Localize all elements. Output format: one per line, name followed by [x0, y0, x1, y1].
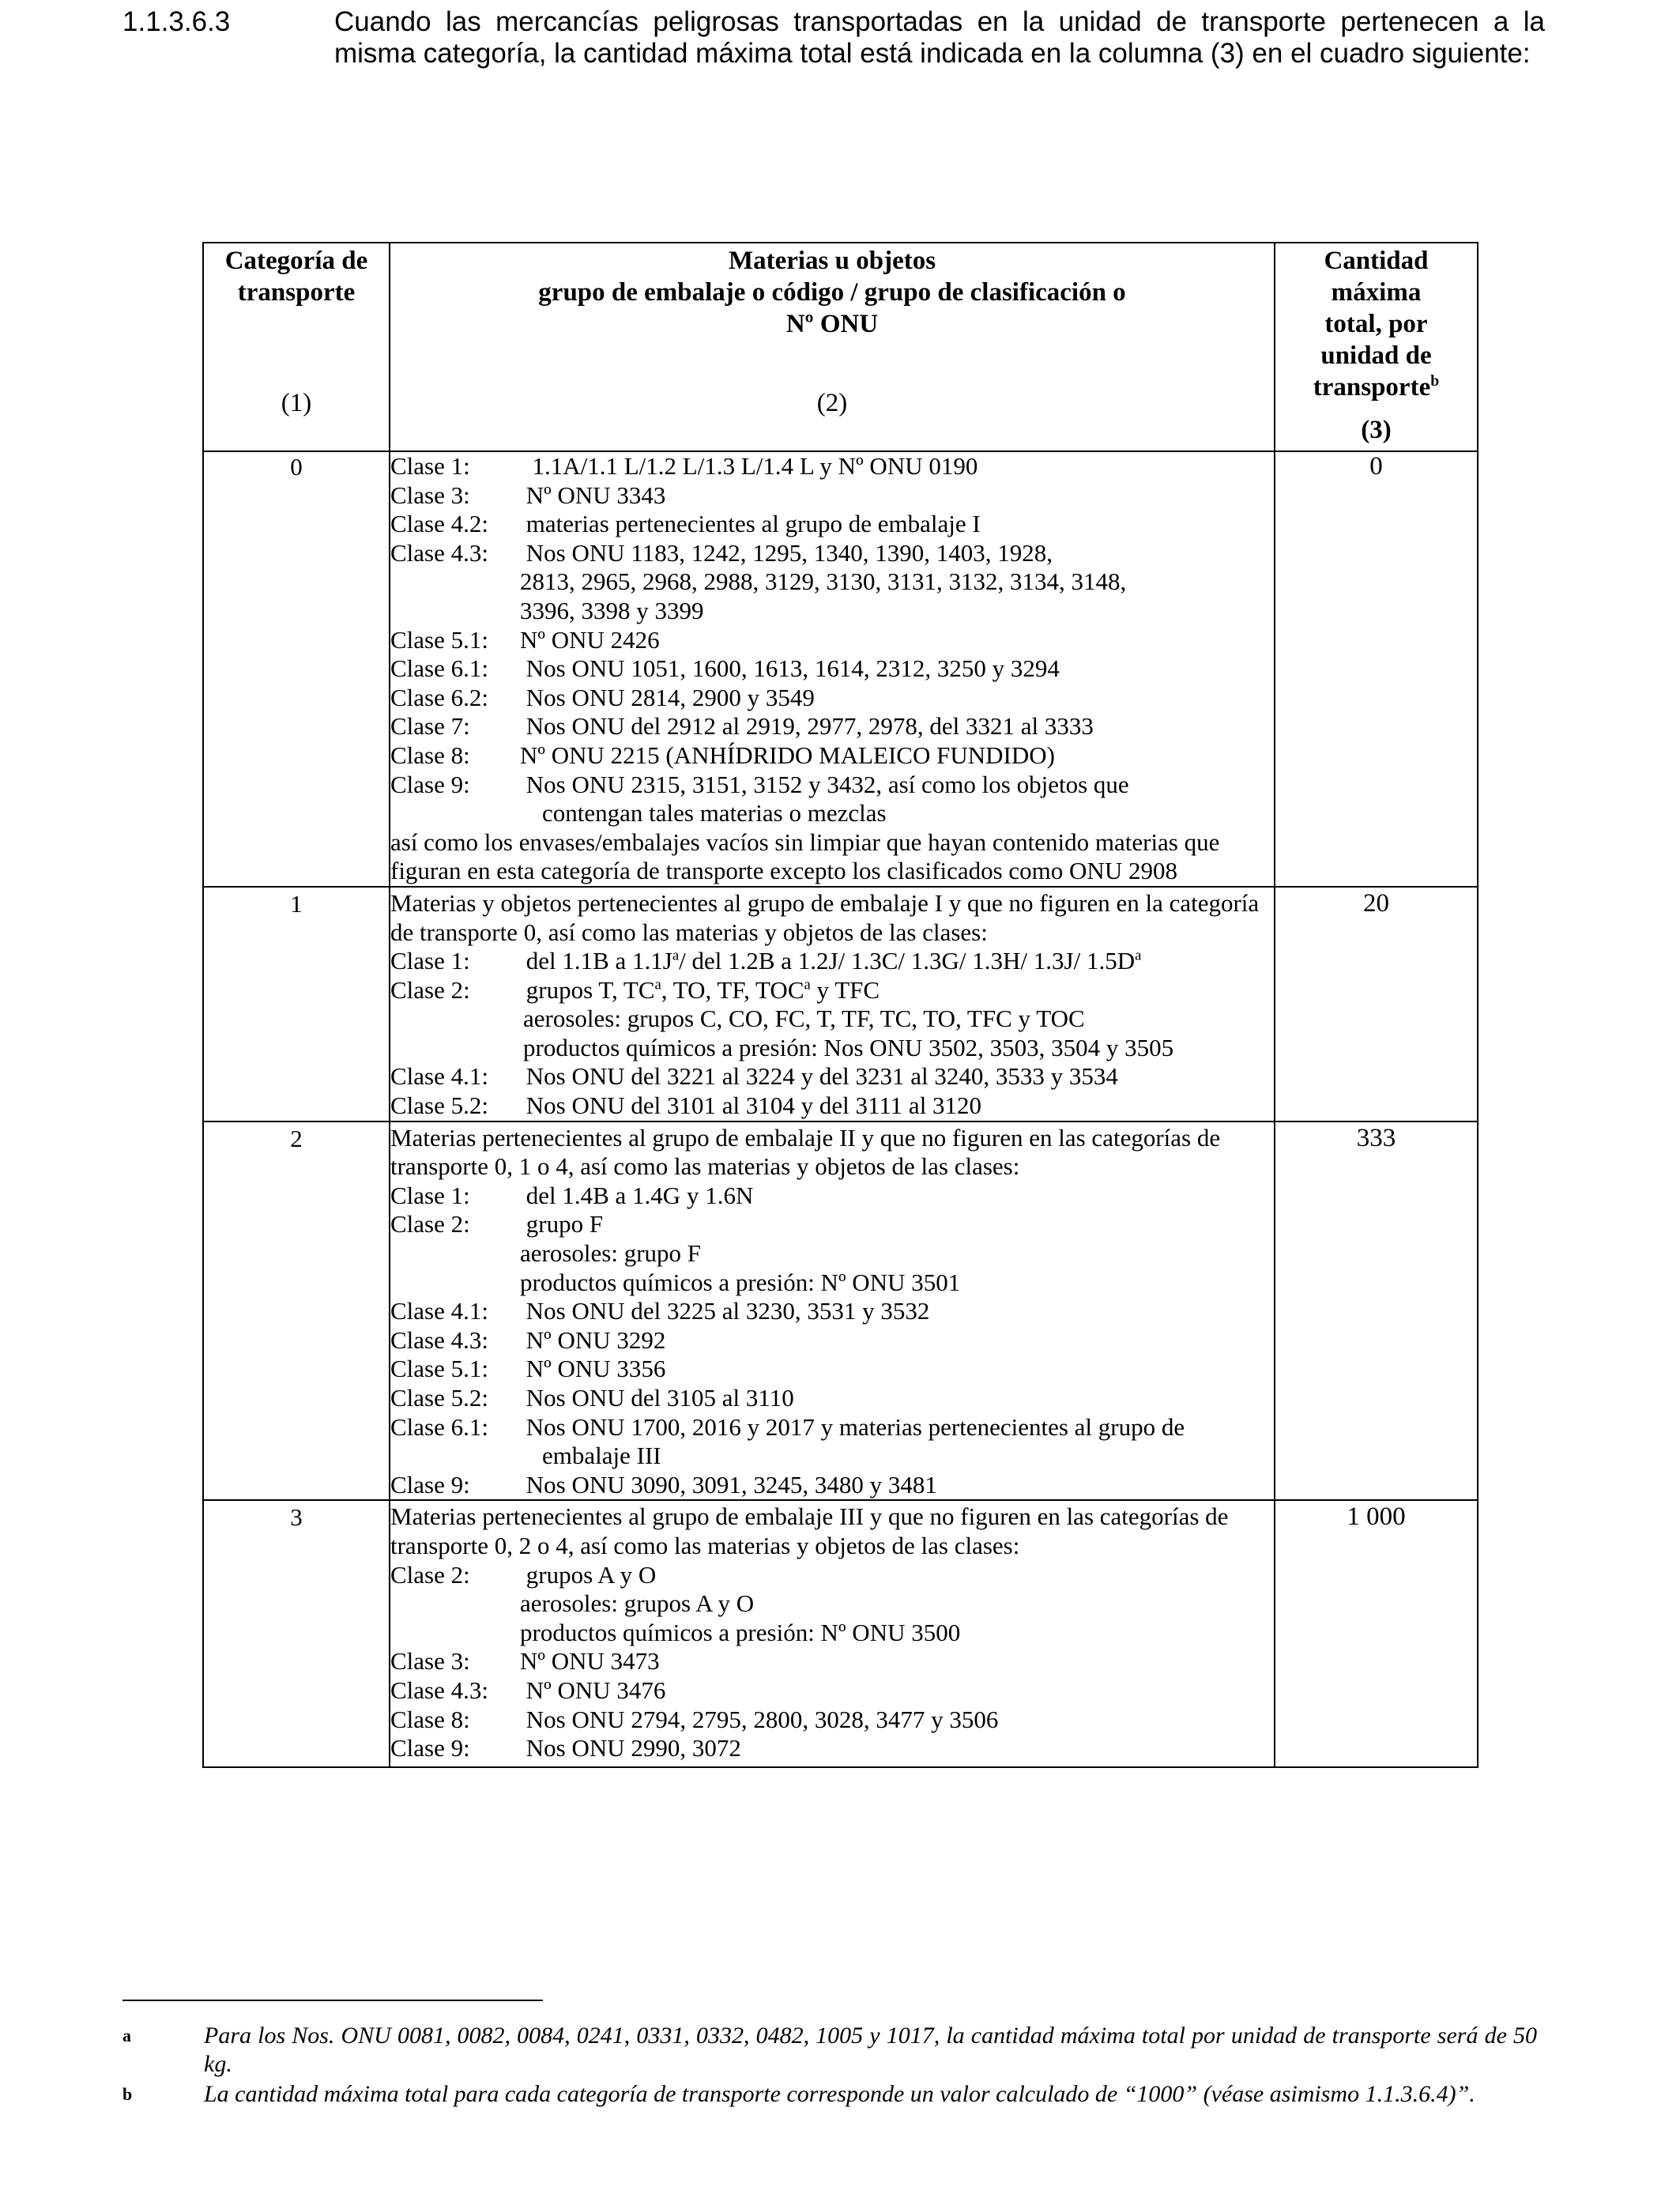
class-continuation: productos químicos a presión: Nº ONU 3500	[520, 1618, 961, 1646]
header-category-number: (1)	[281, 389, 312, 417]
class-line	[390, 976, 1274, 1005]
class-text: Nos ONU del 3101 al 3104 y del 3111 al 3120	[520, 1091, 982, 1120]
class-line	[390, 510, 1274, 539]
class-text: Nos ONU del 3105 al 3110	[520, 1384, 794, 1412]
class-line	[390, 1297, 1274, 1326]
class-label: Clase 6.2:	[390, 683, 488, 711]
header-quantity-line: Cantidad	[1324, 247, 1429, 275]
class-label: Clase 4.1:	[390, 1297, 488, 1325]
class-continuation: aerosoles: grupos C, CO, FC, T, TF, TC, TO, TFC y TOC	[523, 1005, 1085, 1033]
header-materials-number: (2)	[816, 389, 848, 417]
footnote-ref: a	[1135, 947, 1142, 964]
class-text: grupos A y O	[520, 1560, 657, 1589]
class-text: Nº ONU 3343	[520, 481, 666, 509]
class-text: Nos ONU 1183, 1242, 1295, 1340, 1390, 1403, 1928,	[520, 538, 1053, 567]
class-label: Clase 5.1:	[390, 1355, 488, 1383]
class-label: Clase 2:	[390, 975, 470, 1004]
header-materials-line: Nº ONU	[785, 310, 879, 338]
class-label: Clase 8:	[390, 1705, 470, 1733]
class-line	[390, 712, 1274, 741]
table-row	[203, 887, 1478, 1122]
class-continuation: 3396, 3398 y 3399	[520, 596, 704, 624]
class-label: Clase 9:	[390, 1734, 470, 1762]
class-text: Nº ONU 2215 (ANHÍDRIDO MALEICO FUNDIDO)	[520, 741, 1055, 769]
class-line	[390, 1091, 1274, 1121]
class-line	[390, 1676, 1274, 1706]
header-materials-line: grupo de embalaje o código / grupo de clasificación o	[538, 278, 1126, 307]
header-category-line: transporte	[237, 278, 356, 307]
class-text: Nº ONU 3476	[520, 1676, 666, 1704]
footnote-ref: a	[672, 947, 680, 964]
class-label: Clase 5.2:	[390, 1384, 488, 1412]
footnote-ref: a	[804, 976, 811, 993]
class-label: Clase 8:	[390, 741, 470, 769]
class-text: Nos ONU 2315, 3151, 3152 y 3432, así como los objetos que	[520, 770, 1129, 798]
class-label: Clase 1:	[390, 1181, 470, 1209]
class-line	[390, 1561, 1274, 1590]
materials-lines	[390, 452, 1274, 828]
materials-cell	[390, 1122, 1275, 1501]
class-line	[390, 947, 1274, 976]
class-line	[390, 1647, 1274, 1676]
class-label: Clase 6.1:	[390, 1412, 488, 1441]
class-label: Clase 2:	[390, 1560, 470, 1589]
class-label: Clase 4.3:	[390, 1325, 488, 1354]
table-row	[203, 1122, 1478, 1501]
table-row	[203, 1500, 1478, 1766]
materials-lines	[390, 1182, 1274, 1500]
class-line	[390, 654, 1274, 684]
class-line	[390, 1326, 1274, 1355]
class-label: Clase 1:	[390, 947, 470, 975]
class-line	[390, 771, 1274, 800]
header-category-line: Categoría de	[224, 247, 368, 275]
class-label: Clase 9:	[390, 770, 470, 798]
class-label: Clase 7:	[390, 712, 470, 741]
transport-category-table	[202, 242, 1478, 1768]
class-text: Nos ONU 1051, 1600, 1613, 1614, 2312, 3250 y 3294	[520, 654, 1060, 683]
header-materials-line: Materias u objetos	[728, 247, 936, 275]
class-text: grupo F	[520, 1210, 604, 1238]
paragraph-text: Cuando las mercancías peligrosas transportadas en la unidad de transporte pertenecen a la misma categoría, la cantidad máxima total está indicada en la columna (3) en el cuadro siguiente:	[334, 6, 1545, 69]
materials-cell	[390, 451, 1275, 887]
class-continuation: productos químicos a presión: Nos ONU 3502, 3503, 3504 y 3505	[523, 1033, 1174, 1061]
class-line	[390, 1062, 1274, 1091]
class-continuation: aerosoles: grupo F	[520, 1239, 702, 1268]
class-label: Clase 3:	[390, 481, 470, 509]
class-text: materias pertenecientes al grupo de embalaje I	[520, 510, 981, 538]
footnote-mark: b	[122, 2084, 133, 2104]
footnote-text: La cantidad máxima total para cada categoría de transporte corresponde un valor calculado de “1000” (véase asimismo 1.1.3.6.4)”.	[204, 2081, 1475, 2107]
class-text: , TO, TF, TOC	[661, 975, 804, 1004]
class-label: Clase 4.3:	[390, 538, 488, 567]
header-materials	[390, 243, 1275, 451]
class-line	[390, 1413, 1274, 1442]
class-text: del 1.1B a 1.1J	[525, 947, 672, 975]
quantity-cell: 0	[1275, 451, 1478, 887]
class-line	[390, 1706, 1274, 1735]
materials-intro: Materias pertenecientes al grupo de embalaje III y que no figuren en las categorías de transporte 0, 2 o 4, así como las materias y objetos de las clases:	[390, 1502, 1229, 1559]
quantity-cell: 333	[1275, 1122, 1478, 1501]
class-text: y TFC	[810, 975, 880, 1004]
materials-trailer: así como los envases/embalajes vacíos sin limpiar que hayan contenido materias que figuran en esta categoría de transporte excepto los clasificados como ONU 2908	[390, 827, 1220, 885]
class-label: Clase 4.3:	[390, 1676, 488, 1704]
materials-cell	[390, 887, 1275, 1122]
quantity-cell: 1 000	[1275, 1500, 1478, 1766]
header-quantity-number: (3)	[1361, 416, 1392, 444]
materials-intro: Materias y objetos pertenecientes al grupo de embalaje I y que no figuren en la categoría de transporte 0, así como las materias y objetos de las clases:	[390, 888, 1260, 946]
footnote-mark: a	[122, 2026, 131, 2045]
header-category	[203, 243, 390, 451]
class-label: Clase 2:	[390, 1210, 470, 1238]
header-quantity	[1275, 243, 1478, 451]
class-text: Nº ONU 3473	[520, 1647, 660, 1676]
class-text: Nos ONU 3090, 3091, 3245, 3480 y 3481	[520, 1470, 937, 1498]
class-text: Nos ONU 2794, 2795, 2800, 3028, 3477 y 3506	[520, 1705, 999, 1733]
class-continuation: productos químicos a presión: Nº ONU 3501	[520, 1268, 961, 1296]
class-text: Nos ONU del 3221 al 3224 y del 3231 al 3240, 3533 y 3534	[520, 1062, 1118, 1091]
class-text: Nos ONU del 2912 al 2919, 2977, 2978, del 3321 al 3333	[520, 712, 1094, 741]
category-cell: 0	[203, 451, 390, 887]
materials-cell	[390, 1500, 1275, 1766]
class-line	[390, 452, 1274, 481]
class-text: Nº ONU 3356	[520, 1355, 666, 1383]
category-cell: 1	[203, 887, 390, 1122]
class-label: Clase 1:	[390, 452, 470, 480]
header-quantity-text: transporte	[1313, 373, 1431, 401]
materials-lines	[390, 1561, 1274, 1763]
table-row	[203, 451, 1478, 887]
class-content	[520, 976, 880, 1005]
category-cell: 2	[203, 1122, 390, 1501]
class-line	[390, 1734, 1274, 1763]
class-line	[390, 741, 1274, 771]
class-text: del 1.4B a 1.4G y 1.6N	[520, 1181, 754, 1209]
class-content	[520, 947, 1141, 976]
class-line	[390, 481, 1274, 511]
class-text: Nº ONU 3292	[520, 1325, 666, 1354]
class-continuation: 2813, 2965, 2968, 2988, 3129, 3130, 3131, 3132, 3134, 3148,	[520, 567, 1127, 596]
footnote-separator	[122, 2000, 543, 2001]
class-line	[390, 1471, 1274, 1500]
class-text: Nos ONU 2990, 3072	[520, 1734, 741, 1762]
class-continuation: embalaje III	[542, 1442, 661, 1470]
materials-lines	[390, 1062, 1274, 1120]
class-line	[390, 1210, 1274, 1239]
header-quantity-line: total, por	[1324, 310, 1428, 338]
class-label: Clase 9:	[390, 1470, 470, 1498]
class-label: Clase 3:	[390, 1647, 470, 1676]
category-cell: 3	[203, 1500, 390, 1766]
paragraph-number: 1.1.3.6.3	[122, 6, 231, 37]
class-line	[390, 1182, 1274, 1211]
header-quantity-line: unidad de	[1320, 341, 1432, 370]
class-text: 1.1A/1.1 L/1.2 L/1.3 L/1.4 L y Nº ONU 0190	[520, 452, 978, 480]
quantity-cell: 20	[1275, 887, 1478, 1122]
class-line	[390, 1355, 1274, 1384]
class-label: Clase 4.1:	[390, 1062, 488, 1091]
header-quantity-line: máxima	[1331, 278, 1422, 307]
class-line	[390, 1384, 1274, 1413]
class-text: Nos ONU del 3225 al 3230, 3531 y 3532	[520, 1297, 930, 1325]
class-text: / del 1.2B a 1.2J/ 1.3C/ 1.3G/ 1.3H/ 1.3J/ 1.5D	[679, 947, 1136, 975]
class-label: Clase 6.1:	[390, 654, 488, 683]
footnote-ref: b	[1430, 372, 1440, 390]
class-line	[390, 684, 1274, 713]
class-label: Clase 5.2:	[390, 1091, 488, 1120]
table-header-row	[203, 243, 1478, 451]
class-line	[390, 626, 1274, 655]
class-label: Clase 4.2:	[390, 510, 488, 538]
class-text: Nos ONU 1700, 2016 y 2017 y materias pertenecientes al grupo de	[520, 1412, 1185, 1441]
class-label: Clase 5.1:	[390, 625, 488, 654]
footnote-text: Para los Nos. ONU 0081, 0082, 0084, 0241, 0331, 0332, 0482, 1005 y 1017, la cantidad máxima total por unidad de transporte será de 50 kg.	[204, 2022, 1537, 2077]
class-text: Nº ONU 2426	[520, 625, 660, 654]
class-line	[390, 539, 1274, 568]
class-text: Nos ONU 2814, 2900 y 3549	[520, 683, 815, 711]
class-text: grupos T, TC	[525, 975, 655, 1004]
footnote-ref: a	[654, 976, 661, 993]
class-continuation: aerosoles: grupos A y O	[520, 1589, 755, 1618]
header-quantity-line	[1275, 371, 1477, 403]
class-continuation: contengan tales materias o mezclas	[542, 799, 887, 827]
materials-intro: Materias pertenecientes al grupo de embalaje II y que no figuren en las categorías de transporte 0, 1 o 4, así como las materias y objetos de las clases:	[390, 1123, 1221, 1181]
